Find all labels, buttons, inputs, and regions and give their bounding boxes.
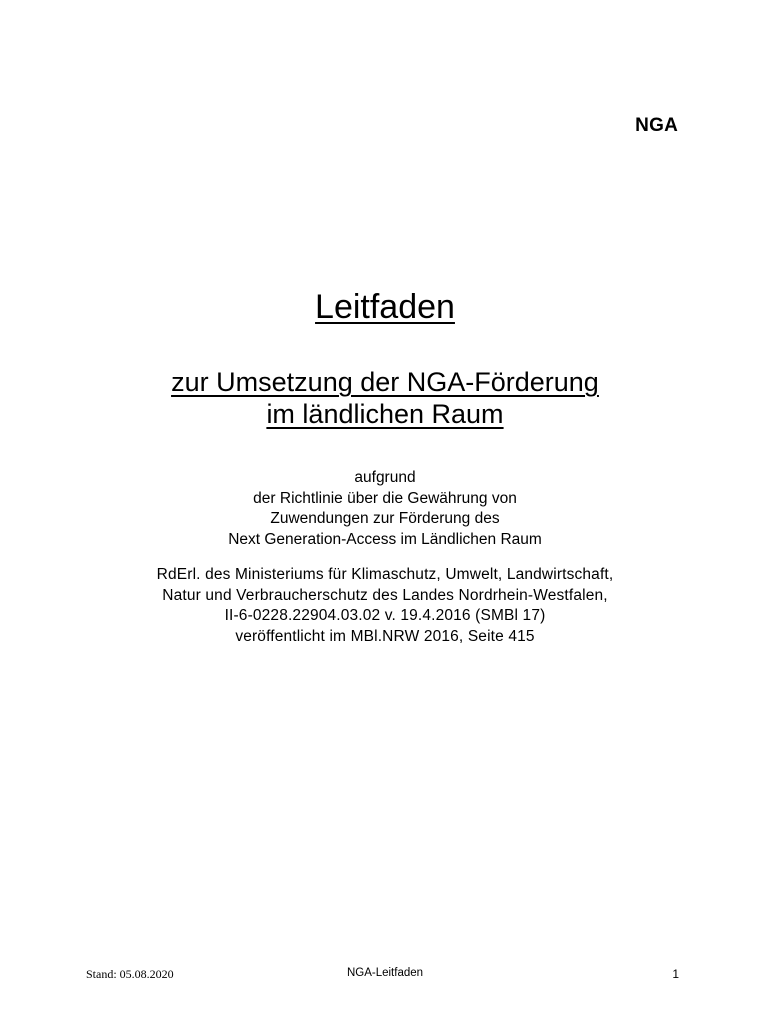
decree-line-2: Natur und Verbraucherschutz des Landes Nordrhein-Westfalen, [162, 586, 608, 604]
subtitle-line-1-text: zur Umsetzung der NGA-Förderung [171, 367, 599, 397]
basis-line-3: Zuwendungen zur Förderung des [270, 510, 500, 527]
header-tag: NGA [635, 115, 678, 136]
footer-page-number: 1 [672, 967, 679, 981]
decree-block [0, 565, 770, 647]
legal-basis-block [0, 468, 770, 550]
subtitle-line-2-text: im ländlichen Raum [266, 399, 504, 429]
document-subtitle [0, 366, 770, 430]
basis-line-2: der Richtlinie über die Gewährung von [253, 489, 517, 507]
document-title: Leitfaden [315, 288, 455, 326]
decree-line-4: veröffentlicht im MBl.NRW 2016, Seite 415 [235, 627, 535, 645]
subtitle-line-1 [171, 367, 599, 397]
decree-line-3: II-6-0228.22904.03.02 v. 19.4.2016 (SMBl 17) [224, 607, 546, 624]
basis-line-1: aufgrund [354, 469, 416, 486]
basis-line-4: Next Generation-Access im Ländlichen Raum [228, 530, 542, 548]
footer-document-name: NGA-Leitfaden [346, 967, 424, 979]
footer-stand-date: Stand: 05.08.2020 [86, 967, 174, 981]
subtitle-line-2 [266, 399, 503, 429]
decree-line-1: RdErl. des Ministeriums für Klimaschutz, Umwelt, Landwirtschaft, [156, 566, 614, 583]
